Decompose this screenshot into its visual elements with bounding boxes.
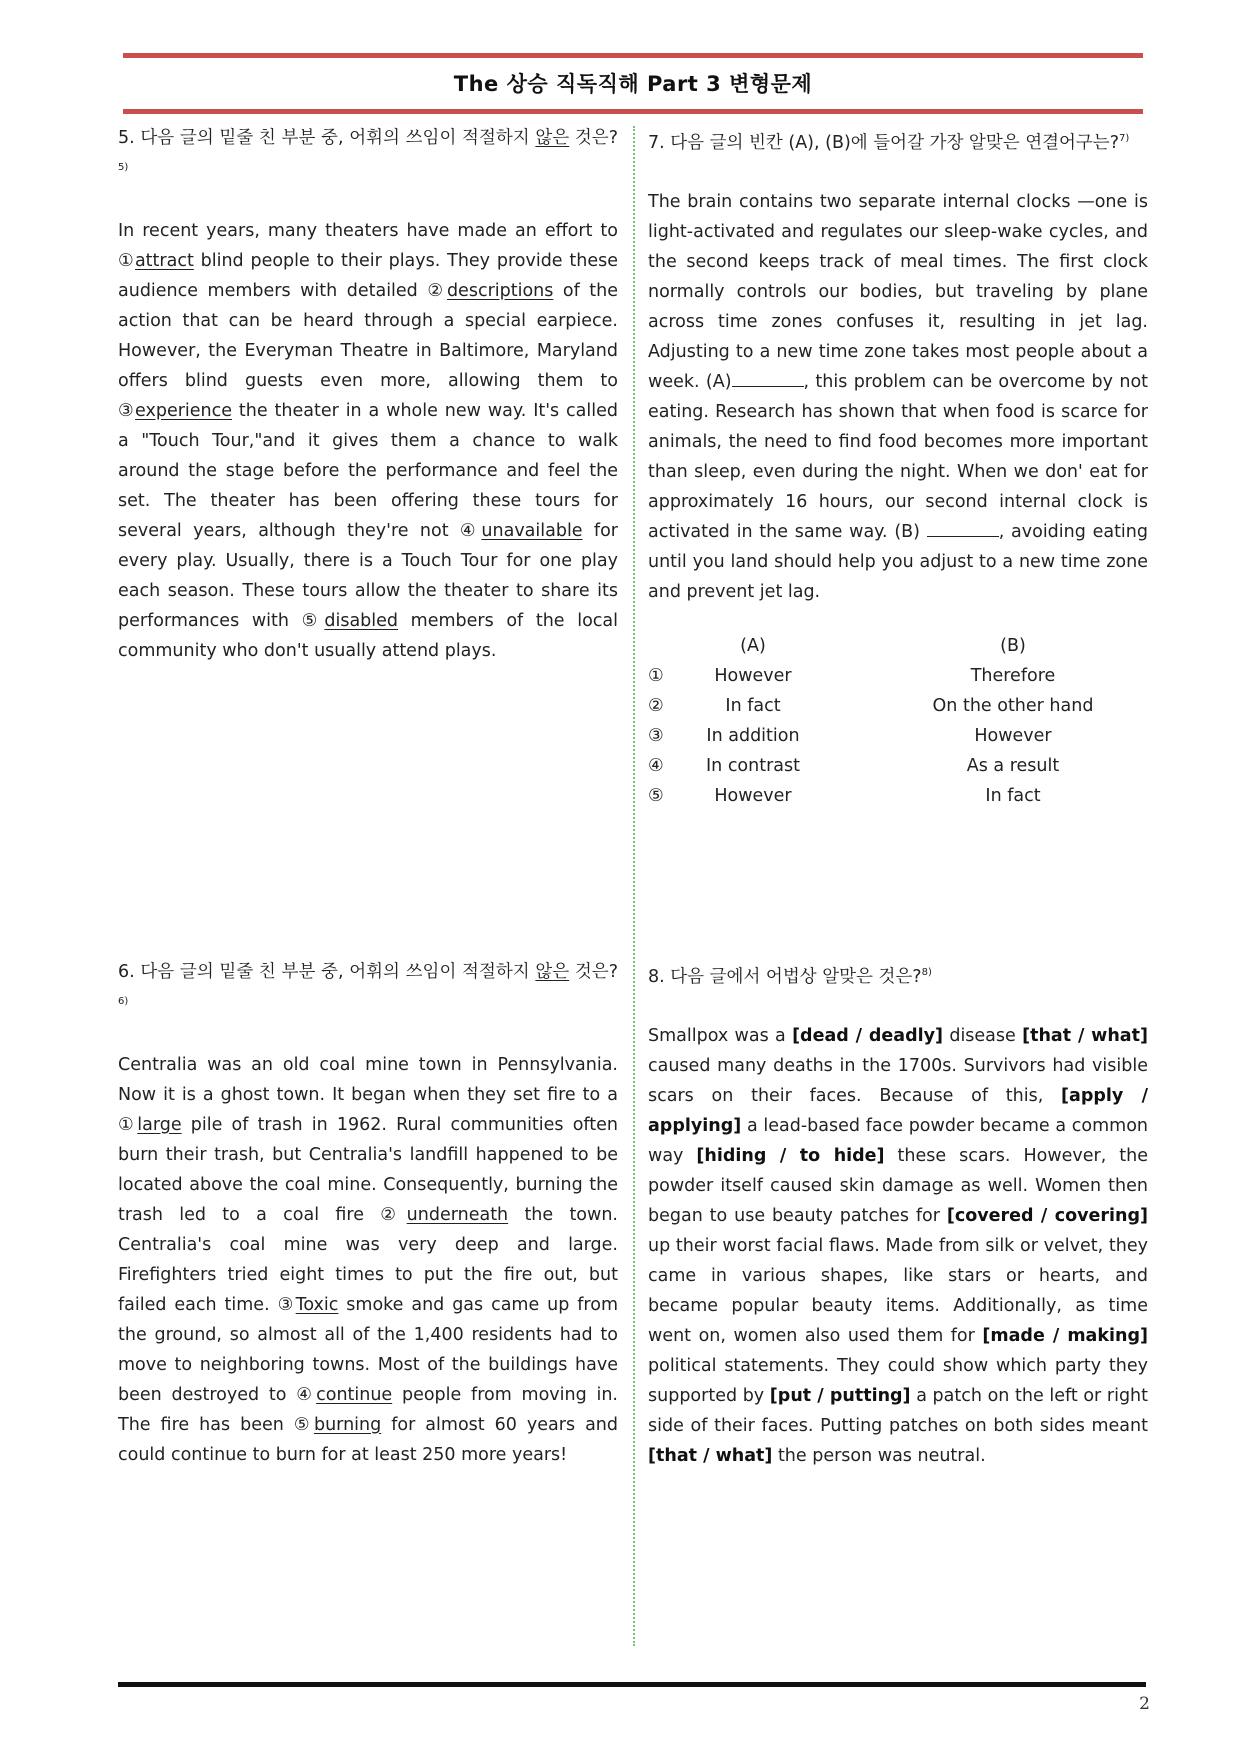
page-title: The 상승 직독직해 Part 3 변형문제 <box>453 72 813 96</box>
question-7 <box>648 124 1148 811</box>
grammar-choice-2: [that / what] <box>1022 1025 1148 1046</box>
question-7-choices <box>648 631 1148 811</box>
page-number: 2 <box>1139 1694 1150 1714</box>
question-7-passage: The brain contains two separate internal clocks —one is light-activated and regulates our sleep-wake cycles, and the second keeps track of meal times. The first clock normally controls our bodies, but traveling by plane across time zones confuses it, resulting in jet lag. Adjusting to a new time zone takes most people about a week. (A) , this problem can be overcome by not eating. Research has shown that when food is scarce for animals, the need to find food becomes more important than sleep, even during the night. When we don' eat for approximately 16 hours, our second internal clock is activated in the same way. (B) , avoiding eating until you land should help you adjust to a new time zone and prevent jet lag. <box>648 191 1149 602</box>
grammar-choice-3: [apply / applying] <box>648 1085 1148 1136</box>
choice-row[interactable]: ③ In addition However <box>648 725 1052 746</box>
question-8-title: 8. 다음 글에서 어법상 알맞은 것은?$^{8)}$ <box>648 966 932 987</box>
column-divider <box>633 126 635 1646</box>
choice-row[interactable]: ⑤ However In fact <box>648 785 1041 806</box>
question-8-passage: Smallpox was a [dead / deadly] disease [that / what] caused many deaths in the 1700s. Survivors had visible scars on their faces. Because of this, [apply / applying] a lead-based face powder became a common way [hiding / to hide] these scars. However, the powder itself caused skin damage as well. Women then began to use beauty patches for [covered / covering] up their worst facial flaws. Made from silk or velvet, they came in various shapes, like stars or hearts, and became popular beauty items. Additionally, as time went on, women also used them for [made / making] political statements. They could show which party they supported by [put / putting] a patch on the left or right side of their faces. Putting patches on both sides meant [that / what] the person was neutral. <box>648 1025 1149 1466</box>
header-bottom-rule <box>123 109 1143 114</box>
underlined-option-2: underneath <box>406 1204 509 1225</box>
underlined-option-4: continue <box>316 1384 393 1405</box>
choice-row[interactable]: ① However Therefore <box>648 665 1056 686</box>
header-top-rule <box>123 53 1143 58</box>
question-7-title: 7. 다음 글의 빈칸 (A), (B)에 들어갈 가장 알맞은 연결어구는?$^{7)}$ <box>648 132 1130 153</box>
grammar-choice-6: [made / making] <box>982 1325 1148 1346</box>
question-6 <box>118 958 618 1470</box>
grammar-choice-5: [covered / covering] <box>946 1205 1148 1226</box>
question-5 <box>118 124 618 666</box>
grammar-choice-4: [hiding / to hide] <box>696 1145 885 1166</box>
underlined-option-5: burning <box>313 1414 382 1435</box>
footer-rule <box>118 1682 1146 1687</box>
underlined-option-1: attract <box>134 250 194 271</box>
underlined-option-3: experience <box>135 400 233 421</box>
question-8 <box>648 958 1148 1471</box>
blank-b <box>927 520 999 537</box>
underlined-option-1: large <box>137 1114 182 1135</box>
question-5-passage: In recent years, many theaters have made an effort to ①attract blind people to their plays. They provide these audience members with detailed ②descriptions of the action that can be heard through a special earpiece. However, the Everyman Theatre in Baltimore, Maryland offers blind guests even more, allowing them to ③experience the theater in a whole new way. It's called a "Touch Tour,"and it gives them a chance to walk around the stage before the performance and feel the set. The theater has been offering these tours for several years, although they're not ④unavailable for every play. Usually, there is a Touch Tour for one play each season. These tours allow the theater to share its performances with ⑤disabled members of the local community who don't usually attend plays. <box>118 220 618 661</box>
question-6-title: 6. 다음 글의 밑줄 친 부분 중, 어휘의 쓰임이 적절하지 않은 것은?$^{6)}$ <box>118 962 618 1007</box>
choice-row[interactable]: ② In fact On the other hand <box>648 695 1094 716</box>
choices-header: (A) (B) <box>740 635 1026 656</box>
grammar-choice-1: [dead / deadly] <box>792 1025 944 1046</box>
grammar-choice-7: [put / putting] <box>769 1385 911 1406</box>
blank-a <box>732 370 804 387</box>
choice-row[interactable]: ④ In contrast As a result <box>648 755 1060 776</box>
question-6-passage: Centralia was an old coal mine town in Pennsylvania. Now it is a ghost town. It began when they set fire to a ①large pile of trash in 1962. Rural communities often burn their trash, but Centralia's landfill happened to be located above the coal mine. Consequently, burning the trash led to a coal fire ②underneath the town. Centralia's coal mine was very deep and large. Firefighters tried eight times to put the fire out, but failed each time. ③Toxic smoke and gas came up from the ground, so almost all of the 1,400 residents had to move to neighboring towns. Most of the buildings have been destroyed to ④continue people from moving in. The fire has been ⑤burning for almost 60 years and could continue to burn for at least 250 more years! <box>118 1054 618 1465</box>
grammar-choice-8: [that / what] <box>648 1445 773 1466</box>
underlined-option-4: unavailable <box>481 520 583 541</box>
underlined-option-2: descriptions <box>446 280 554 301</box>
question-5-title: 5. 다음 글의 밑줄 친 부분 중, 어휘의 쓰임이 적절하지 않은 것은?$^{5)}$ <box>118 128 618 173</box>
underlined-option-3: Toxic <box>295 1294 339 1315</box>
underlined-option-5: disabled <box>324 610 399 631</box>
